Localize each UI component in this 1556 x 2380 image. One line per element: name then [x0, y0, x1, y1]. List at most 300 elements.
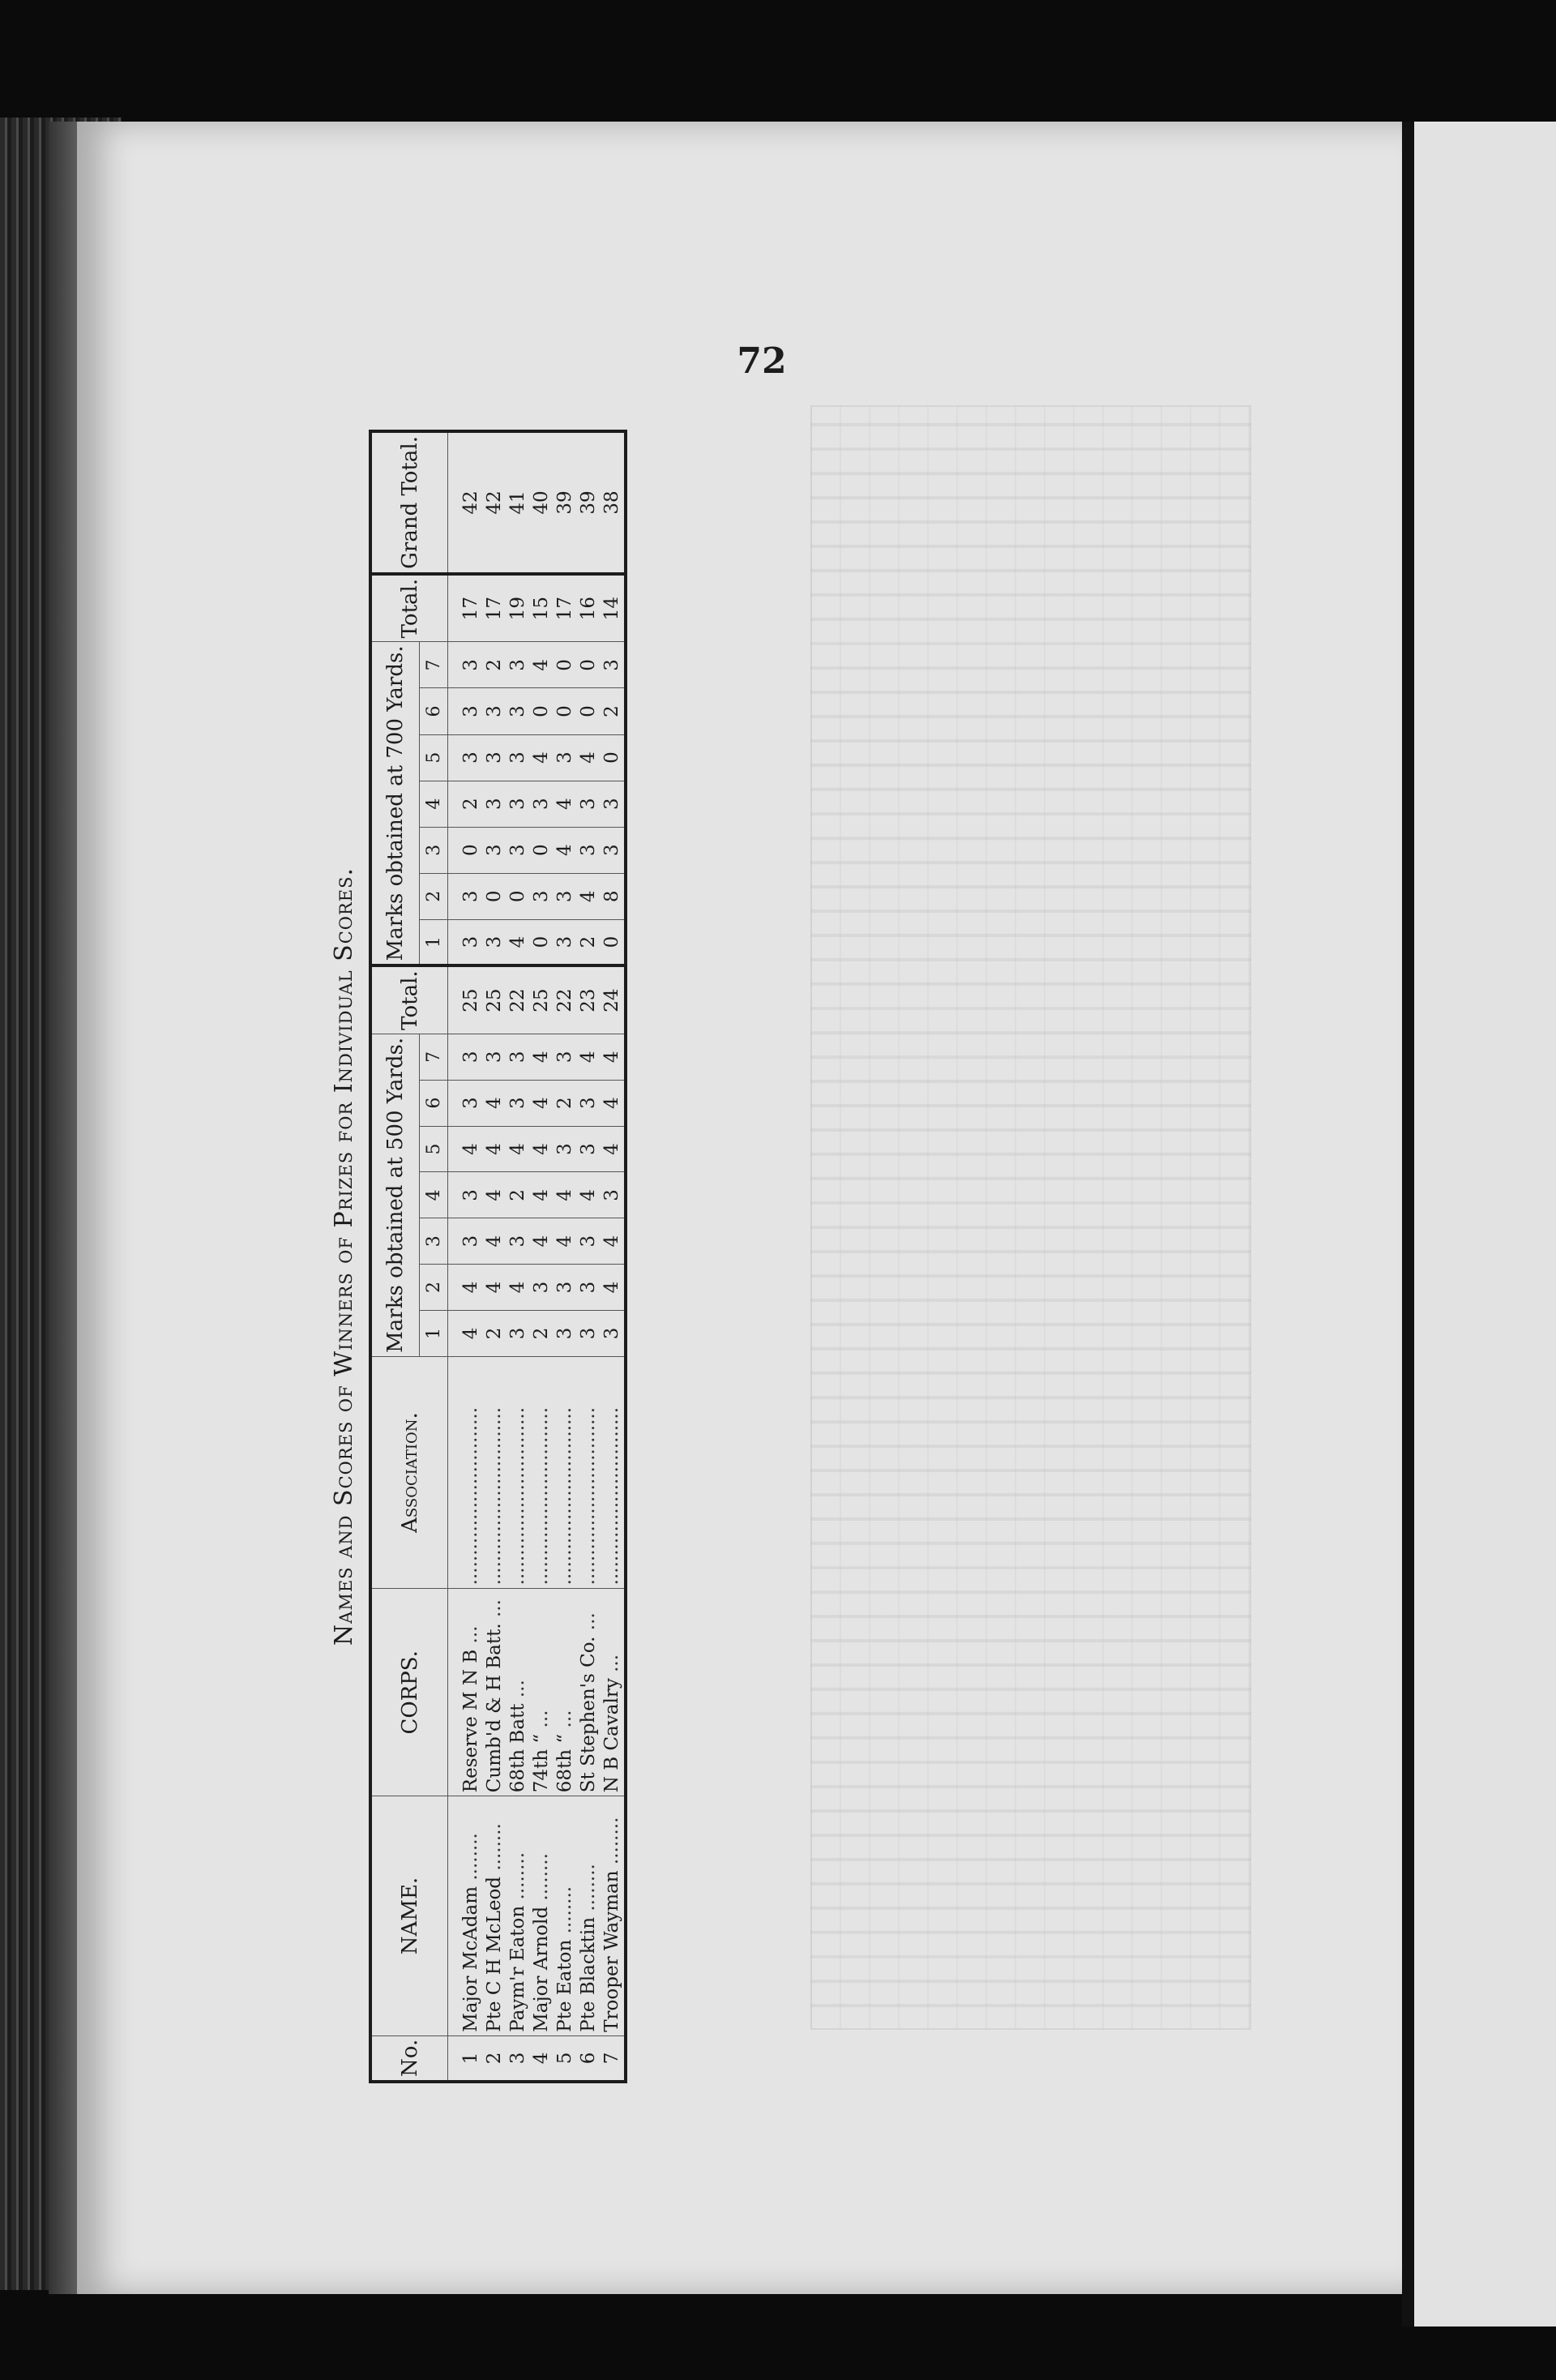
cell-grand-total — [530, 431, 554, 574]
cell-shot-500 — [601, 1034, 626, 1080]
cell-shot-700-text: 2 — [578, 935, 599, 948]
cell-shot-700 — [554, 781, 577, 827]
cell-shot-700-text: 3 — [507, 659, 528, 671]
cell-total-500 — [448, 965, 484, 1034]
cell-shot-700 — [577, 873, 601, 919]
cell-shot-700 — [507, 688, 530, 734]
cell-grand-total — [483, 431, 507, 574]
cell-shot-700 — [577, 827, 601, 873]
cell-total-700 — [601, 574, 626, 642]
cell-shot-700-text: 4 — [531, 751, 552, 764]
cell-shot-500-text: 4 — [531, 1143, 552, 1155]
cell-shot-500-text: 4 — [484, 1281, 505, 1294]
cell-shot-700-text: 8 — [601, 890, 622, 903]
cell-shot-500-text: 4 — [484, 1143, 505, 1155]
header-shot-700-3: 3 — [420, 827, 448, 873]
cell-shot-700-text: 3 — [460, 751, 481, 764]
cell-shot-500-text: 4 — [578, 1189, 599, 1201]
cell-shot-500 — [530, 1080, 554, 1126]
cell-total-500-text: 22 — [507, 988, 528, 1012]
cell-shot-700-text: 3 — [578, 844, 599, 857]
cell-shot-500-text: 4 — [601, 1097, 622, 1109]
cell-shot-700 — [577, 919, 601, 965]
cell-shot-700 — [507, 827, 530, 873]
cell-shot-700-text: 0 — [484, 890, 505, 903]
cell-shot-700 — [530, 734, 554, 781]
cell-shot-700-text: 2 — [601, 705, 622, 717]
cell-shot-500 — [577, 1310, 601, 1356]
cell-shot-500 — [507, 1218, 530, 1265]
cell-shot-700-text: 3 — [484, 844, 505, 857]
table-row — [448, 431, 484, 2082]
header-shot-700-7: 7 — [420, 642, 448, 688]
cell-shot-700 — [448, 873, 484, 919]
cell-shot-700 — [448, 642, 484, 688]
cell-name — [577, 1796, 601, 2036]
cell-shot-500 — [577, 1172, 601, 1218]
cell-name-text: Pte C H McLeod — [484, 1876, 505, 2032]
cell-total-500 — [530, 965, 554, 1034]
cell-shot-500-text: 3 — [484, 1051, 505, 1064]
cell-shot-500 — [448, 1172, 484, 1218]
table-row — [577, 431, 601, 2082]
cell-no-text: 4 — [531, 2052, 552, 2065]
cell-shot-500 — [483, 1172, 507, 1218]
cell-shot-500-text: 4 — [460, 1281, 481, 1294]
cell-grand-total-text: 42 — [484, 490, 505, 515]
cell-shot-500 — [554, 1080, 577, 1126]
cell-total-500-text: 23 — [578, 988, 599, 1012]
header-name: NAME. — [370, 1796, 448, 2036]
cell-shot-500 — [507, 1034, 530, 1080]
scores-table-block — [320, 422, 798, 2091]
cell-shot-700-text: 2 — [460, 798, 481, 810]
cell-shot-500 — [577, 1126, 601, 1172]
cell-no-text: 1 — [460, 2052, 481, 2065]
cell-shot-500 — [530, 1218, 554, 1265]
header-shot-500-6: 6 — [420, 1080, 448, 1126]
leader-dots: ........ — [460, 1833, 481, 1886]
cell-total-500-text: 24 — [601, 988, 622, 1012]
header-shot-700-4: 4 — [420, 781, 448, 827]
header-association: Association. — [370, 1356, 448, 1589]
cell-shot-700 — [483, 642, 507, 688]
cell-name — [554, 1796, 577, 2036]
cell-shot-700-text: 3 — [601, 798, 622, 810]
cell-total-700 — [483, 574, 507, 642]
cell-shot-500 — [507, 1265, 530, 1311]
cell-shot-700 — [507, 642, 530, 688]
header-shot-500-5: 5 — [420, 1126, 448, 1172]
cell-shot-500-text: 3 — [460, 1189, 481, 1201]
scores-table — [369, 430, 627, 2083]
cell-association: .............................. — [507, 1356, 530, 1589]
cell-total-500-text: 25 — [531, 988, 552, 1012]
cell-shot-500 — [554, 1034, 577, 1080]
cell-shot-500 — [448, 1265, 484, 1311]
cell-grand-total-text: 38 — [601, 490, 622, 515]
cell-shot-700-text: 3 — [460, 659, 481, 671]
cell-no — [530, 2035, 554, 2082]
cell-shot-500 — [448, 1218, 484, 1265]
cell-shot-500 — [483, 1310, 507, 1356]
cell-shot-700-text: 4 — [531, 659, 552, 671]
cell-shot-700-text: 4 — [507, 935, 528, 948]
cell-total-700-text: 16 — [578, 597, 599, 621]
cell-shot-500 — [507, 1172, 530, 1218]
header-shot-500-2: 2 — [420, 1265, 448, 1311]
facing-page — [1414, 122, 1556, 2326]
cell-shot-500 — [483, 1126, 507, 1172]
cell-shot-700 — [577, 734, 601, 781]
cell-shot-700 — [601, 642, 626, 688]
header-row-top — [370, 431, 420, 2082]
cell-grand-total-text: 40 — [531, 490, 552, 515]
cell-shot-500-text: 3 — [507, 1051, 528, 1064]
cell-association: .............................. — [601, 1356, 626, 1589]
cell-no-text: 7 — [601, 2052, 622, 2065]
cell-corps-text: St Stephen's Co. — [578, 1636, 599, 1793]
cell-shot-500 — [601, 1310, 626, 1356]
cell-shot-500-text: 4 — [484, 1235, 505, 1248]
cell-shot-700 — [601, 873, 626, 919]
cell-name-text: Major Arnold — [531, 1906, 552, 2032]
bleed-through-table — [810, 405, 1251, 2030]
cell-shot-700-text: 3 — [554, 935, 575, 948]
cell-no — [577, 2035, 601, 2082]
leader-dots: ........ — [531, 1853, 552, 1907]
cell-name-text: Major McAdam — [460, 1886, 481, 2032]
page-number: 72 — [737, 340, 787, 382]
cell-grand-total — [577, 431, 601, 574]
cell-total-500-text: 22 — [554, 988, 575, 1012]
cell-shot-500-text: 3 — [507, 1097, 528, 1109]
cell-total-700-text: 17 — [554, 597, 575, 621]
cell-shot-500 — [601, 1080, 626, 1126]
cell-name — [483, 1796, 507, 2036]
cell-shot-500-text: 4 — [531, 1235, 552, 1248]
cell-shot-700 — [483, 688, 507, 734]
cell-shot-500-text: 4 — [460, 1143, 481, 1155]
cell-shot-500 — [554, 1265, 577, 1311]
leader-dots: ........ — [578, 1864, 599, 1917]
cell-shot-700 — [483, 827, 507, 873]
cell-shot-700-text: 4 — [554, 798, 575, 810]
cell-shot-500-text: 4 — [484, 1097, 505, 1109]
cell-no — [448, 2035, 484, 2082]
cell-total-500 — [483, 965, 507, 1034]
table-row — [483, 431, 507, 2082]
cell-no-text: 5 — [554, 2052, 575, 2065]
leader-dots: ... — [578, 1612, 599, 1637]
cell-shot-500-text: 3 — [554, 1143, 575, 1155]
cell-shot-700 — [507, 781, 530, 827]
table-row — [554, 431, 577, 2082]
cell-association: .............................. — [530, 1356, 554, 1589]
cell-shot-700-text: 0 — [460, 844, 481, 857]
cell-name-text: Trooper Wayman — [601, 1870, 622, 2032]
cell-name-text: Pte Eaton — [554, 1939, 575, 2032]
cell-no-text: 2 — [484, 2052, 505, 2065]
cell-association: .............................. — [577, 1356, 601, 1589]
cell-shot-500-text: 3 — [554, 1327, 575, 1340]
cell-total-500 — [577, 965, 601, 1034]
leader-dots: ........ — [507, 1851, 528, 1906]
cell-total-500 — [554, 965, 577, 1034]
cell-association: .............................. — [554, 1356, 577, 1589]
header-corps: CORPS. — [370, 1589, 448, 1796]
cell-name — [507, 1796, 530, 2036]
cell-shot-700 — [530, 873, 554, 919]
cell-total-500-text: 25 — [484, 988, 505, 1012]
cell-shot-500-text: 3 — [601, 1189, 622, 1201]
cell-shot-700 — [448, 734, 484, 781]
cell-grand-total — [448, 431, 484, 574]
cell-shot-700 — [577, 642, 601, 688]
cell-shot-500-text: 2 — [531, 1327, 552, 1340]
cell-no — [507, 2035, 530, 2082]
cell-shot-700-text: 3 — [507, 751, 528, 764]
cell-shot-500 — [530, 1126, 554, 1172]
cell-shot-700 — [530, 688, 554, 734]
cell-total-500-text: 25 — [460, 988, 481, 1012]
cell-no-text: 6 — [578, 2052, 599, 2065]
cell-shot-700-text: 3 — [531, 798, 552, 810]
leader-dots: ... — [601, 1654, 622, 1679]
cell-total-700-text: 15 — [531, 597, 552, 621]
cell-shot-700-text: 0 — [531, 844, 552, 857]
cell-shot-700 — [554, 734, 577, 781]
cell-corps — [507, 1589, 530, 1796]
cell-shot-700 — [530, 642, 554, 688]
cell-shot-500 — [448, 1080, 484, 1126]
cell-shot-700-text: 3 — [507, 705, 528, 717]
header-700-yards: Marks obtained at 700 Yards. — [370, 642, 420, 965]
cell-shot-700 — [554, 919, 577, 965]
cell-shot-700-text: 3 — [507, 844, 528, 857]
cell-shot-700-text: 0 — [507, 890, 528, 903]
leader-dots: ... — [554, 1710, 575, 1734]
cell-total-700-text: 14 — [601, 597, 622, 621]
cell-name — [448, 1796, 484, 2036]
cell-shot-700-text: 4 — [554, 844, 575, 857]
cell-corps — [530, 1589, 554, 1796]
cell-shot-700-text: 3 — [554, 890, 575, 903]
cell-shot-700-text: 3 — [460, 705, 481, 717]
cell-shot-500 — [601, 1172, 626, 1218]
cell-grand-total — [507, 431, 530, 574]
cell-shot-700 — [601, 781, 626, 827]
table-row — [507, 431, 530, 2082]
cell-shot-500 — [577, 1080, 601, 1126]
cell-shot-700-text: 3 — [484, 935, 505, 948]
cell-corps — [601, 1589, 626, 1796]
cell-shot-500 — [483, 1265, 507, 1311]
cell-shot-700 — [507, 734, 530, 781]
cell-shot-700 — [530, 919, 554, 965]
cell-shot-500 — [554, 1218, 577, 1265]
cell-shot-700-text: 0 — [578, 659, 599, 671]
cell-shot-500 — [507, 1080, 530, 1126]
cell-shot-700 — [530, 781, 554, 827]
cell-shot-500-text: 2 — [484, 1327, 505, 1340]
cell-shot-700 — [448, 781, 484, 827]
cell-total-700 — [577, 574, 601, 642]
cell-grand-total — [601, 431, 626, 574]
cell-corps-text: 68th Batt — [507, 1703, 528, 1793]
cell-shot-500 — [530, 1172, 554, 1218]
cell-name-text: Pte Blacktin — [578, 1916, 599, 2032]
cell-shot-500 — [554, 1310, 577, 1356]
cell-shot-500 — [530, 1310, 554, 1356]
cell-shot-700-text: 4 — [578, 751, 599, 764]
table-row — [601, 431, 626, 2082]
cell-shot-500 — [507, 1310, 530, 1356]
cell-shot-700-text: 0 — [554, 705, 575, 717]
cell-shot-500-text: 3 — [554, 1281, 575, 1294]
cell-shot-500 — [577, 1034, 601, 1080]
cell-grand-total — [554, 431, 577, 574]
cell-shot-500-text: 4 — [601, 1143, 622, 1155]
cell-shot-500 — [601, 1218, 626, 1265]
cell-shot-500-text: 2 — [554, 1097, 575, 1109]
leader-dots: ... — [507, 1680, 528, 1704]
leader-dots: ... — [531, 1710, 552, 1734]
cell-association: .............................. — [483, 1356, 507, 1589]
cell-shot-500-text: 3 — [507, 1235, 528, 1248]
cell-shot-500-text: 3 — [578, 1235, 599, 1248]
cell-grand-total-text: 39 — [578, 490, 599, 515]
cell-shot-700 — [554, 688, 577, 734]
cell-shot-500-text: 3 — [460, 1051, 481, 1064]
cell-shot-700-text: 3 — [601, 844, 622, 857]
cell-shot-500 — [530, 1265, 554, 1311]
cell-shot-500-text: 3 — [531, 1281, 552, 1294]
cell-corps-text: Cumb'd & H Batt. — [484, 1623, 505, 1793]
cell-total-500 — [507, 965, 530, 1034]
cell-shot-500-text: 3 — [578, 1143, 599, 1155]
cell-shot-700 — [448, 919, 484, 965]
cell-shot-500-text: 4 — [507, 1281, 528, 1294]
cell-shot-700 — [483, 781, 507, 827]
cell-no — [483, 2035, 507, 2082]
cell-shot-700 — [507, 873, 530, 919]
cell-no — [554, 2035, 577, 2082]
cell-shot-500 — [554, 1172, 577, 1218]
cell-shot-700-text: 3 — [601, 659, 622, 671]
cell-corps — [577, 1589, 601, 1796]
header-shot-700-5: 5 — [420, 734, 448, 781]
cell-shot-500-text: 3 — [460, 1235, 481, 1248]
cell-shot-700-text: 3 — [554, 751, 575, 764]
cell-shot-500 — [448, 1126, 484, 1172]
cell-corps-text: 74th “ — [531, 1733, 552, 1793]
cell-grand-total-text: 39 — [554, 490, 575, 515]
cell-shot-700 — [483, 734, 507, 781]
cell-corps — [554, 1589, 577, 1796]
cell-shot-500-text: 4 — [601, 1281, 622, 1294]
cell-shot-700-text: 3 — [531, 890, 552, 903]
cell-shot-500-text: 4 — [460, 1327, 481, 1340]
cell-shot-500-text: 4 — [601, 1235, 622, 1248]
cell-corps — [448, 1589, 484, 1796]
cell-shot-700-text: 3 — [484, 751, 505, 764]
cell-shot-500-text: 4 — [601, 1051, 622, 1064]
cell-shot-500-text: 4 — [484, 1189, 505, 1201]
cell-no — [601, 2035, 626, 2082]
cell-shot-700-text: 0 — [554, 659, 575, 671]
rotated-table-region — [320, 422, 798, 2091]
cell-total-700-text: 17 — [460, 597, 481, 621]
header-shot-500-3: 3 — [420, 1218, 448, 1265]
cell-association: .............................. — [448, 1356, 484, 1589]
cell-name — [530, 1796, 554, 2036]
cell-name — [601, 1796, 626, 2036]
leader-dots: ... — [484, 1599, 505, 1624]
leader-dots: ........ — [601, 1817, 622, 1871]
cell-total-700-text: 19 — [507, 597, 528, 621]
cell-shot-500-text: 4 — [531, 1097, 552, 1109]
cell-grand-total-text: 42 — [460, 490, 481, 515]
cell-name-text: Paym'r Eaton — [507, 1905, 528, 2032]
cell-shot-500 — [448, 1310, 484, 1356]
cell-shot-500 — [483, 1034, 507, 1080]
header-shot-500-7: 7 — [420, 1034, 448, 1080]
cell-shot-700-text: 3 — [484, 798, 505, 810]
cell-total-700 — [448, 574, 484, 642]
cell-shot-500 — [577, 1218, 601, 1265]
cell-shot-500-text: 3 — [578, 1097, 599, 1109]
cell-shot-500-text: 4 — [507, 1143, 528, 1155]
cell-shot-500-text: 4 — [578, 1051, 599, 1064]
cell-shot-700-text: 4 — [578, 890, 599, 903]
header-grand-total: Grand Total. — [370, 431, 448, 574]
cell-shot-700 — [601, 827, 626, 873]
cell-shot-500 — [483, 1080, 507, 1126]
cell-shot-500 — [483, 1218, 507, 1265]
cell-shot-500-text: 4 — [554, 1189, 575, 1201]
cell-total-700 — [554, 574, 577, 642]
cell-shot-500 — [448, 1034, 484, 1080]
cell-shot-700-text: 3 — [484, 705, 505, 717]
cell-shot-500 — [554, 1126, 577, 1172]
cell-grand-total-text: 41 — [507, 490, 528, 515]
header-no: No. — [370, 2035, 448, 2082]
header-shot-700-1: 1 — [420, 919, 448, 965]
cell-shot-500-text: 3 — [460, 1097, 481, 1109]
cell-shot-500-text: 4 — [554, 1235, 575, 1248]
cell-shot-700-text: 0 — [601, 935, 622, 948]
cell-shot-700 — [601, 734, 626, 781]
table-body — [448, 431, 626, 2082]
cell-total-700 — [507, 574, 530, 642]
cell-shot-700-text: 0 — [531, 935, 552, 948]
header-shot-500-4: 4 — [420, 1172, 448, 1218]
header-total-700: Total. — [370, 574, 448, 642]
cell-total-700-text: 17 — [484, 597, 505, 621]
book-spine — [1402, 122, 1413, 2326]
cell-shot-700 — [554, 873, 577, 919]
cell-shot-700 — [530, 827, 554, 873]
leader-dots: ........ — [554, 1886, 575, 1940]
cell-shot-700-text: 3 — [460, 890, 481, 903]
cell-shot-500-text: 3 — [578, 1281, 599, 1294]
cell-total-700 — [530, 574, 554, 642]
cell-shot-700-text: 0 — [601, 751, 622, 764]
table-row — [530, 431, 554, 2082]
cell-shot-500-text: 3 — [601, 1327, 622, 1340]
cell-corps-text: N B Cavalry — [601, 1678, 622, 1793]
